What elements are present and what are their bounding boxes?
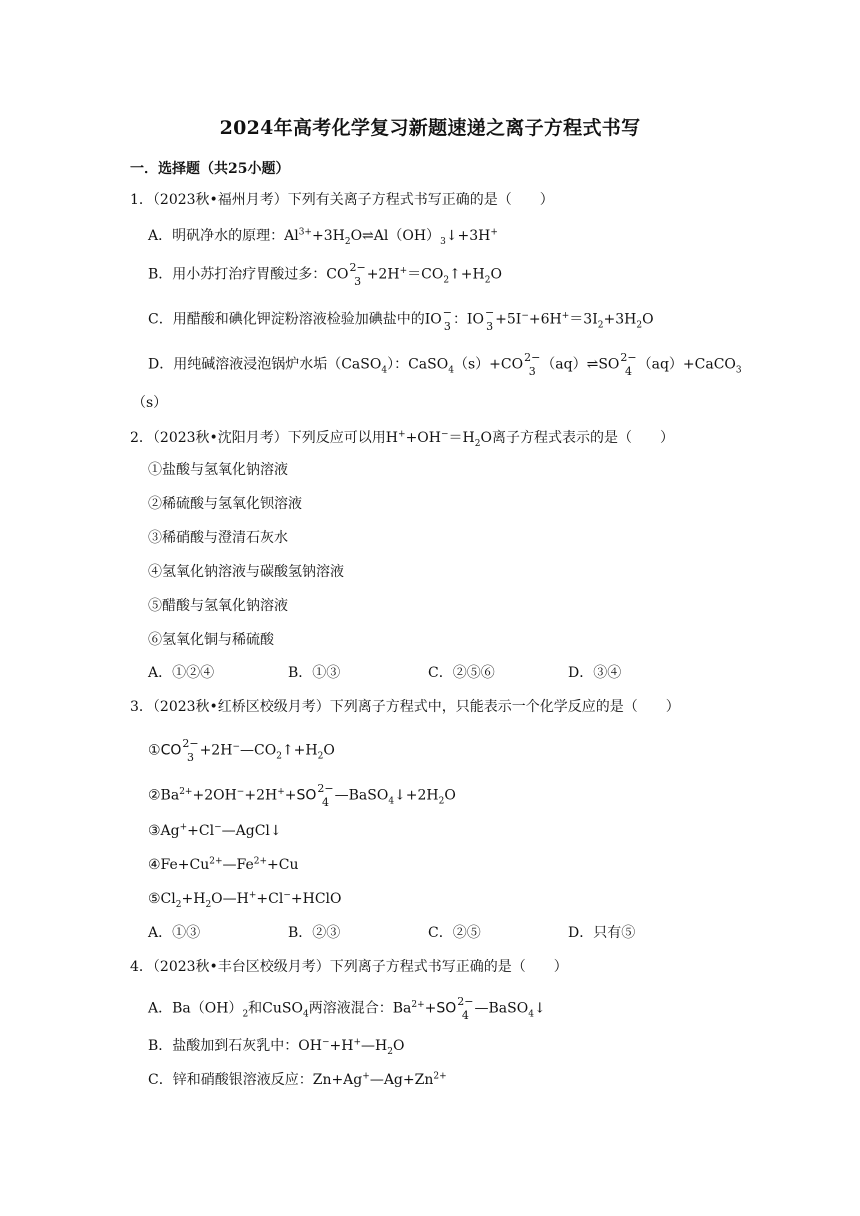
question-4-option-b: B．盐酸加到石灰乳中：$OH^-+H^+—H_2O$ <box>148 1037 405 1057</box>
choice-b: B．①③ <box>288 665 341 681</box>
question-2-item: ①盐酸与氢氧化钠溶液 <box>148 462 288 478</box>
question-3-item-3: ③Ag++Cl−—AgCl↓ <box>148 822 282 839</box>
section-heading: 一．选择题（共25小题） <box>130 161 290 177</box>
question-3-item-2: $②Ba^{2+}+2OH^-+2H^++SO$ 2− 4 $—BaSO_4↓+2H_2O$ <box>148 782 456 809</box>
choice-a: A．①③ <box>148 925 201 941</box>
question-2-item: ⑥氢氧化铜与稀硫酸 <box>148 632 274 648</box>
question-2-item: ③稀硝酸与澄清石灰水 <box>148 530 288 546</box>
question-1-option-c: C．用醋酸和碘化钾淀粉溶液检验加碘盐中的IO − 3 ：IO − 3 $+5I^-+6H^+=3I_2+3H_2O$ <box>148 306 654 333</box>
question-1-option-b: B．用小苏打治疗胃酸过多：CO 2− 3 $+2H^+=CO_2↑+H_2O$ <box>148 261 502 288</box>
question-1-stem: 1．（2023秋•福州月考）下列有关离子方程式书写正确的是（ ） <box>130 192 554 208</box>
question-3-choices <box>148 926 708 940</box>
choice-c: C．②⑤⑥ <box>428 665 495 681</box>
ion-charge-fraction: − 3 <box>442 306 452 333</box>
ion-charge-fraction: 2− 4 <box>317 782 334 809</box>
choice-a: A．①②④ <box>148 665 215 681</box>
question-1-option-d-continued: （s） <box>132 395 168 411</box>
question-2-item: ②稀硫酸与氢氧化钡溶液 <box>148 496 302 512</box>
question-3-item-1: ①CO 2− 3 $+2H^-—CO_2↑+H_2O$ <box>148 737 335 764</box>
ion-charge-fraction: 2− 3 <box>182 737 199 764</box>
ion-charge-fraction: 2− 4 <box>457 995 474 1022</box>
question-2-item: ⑤醋酸与氢氧化钠溶液 <box>148 598 288 614</box>
question-3-item-5: $⑤Cl_2+H_2O—H^++Cl^-+HClO$ <box>148 890 342 910</box>
page-title: 2024年高考化学复习新题速递之离子方程式书写 <box>219 117 641 139</box>
question-2-choices <box>148 666 708 680</box>
choice-c: C．②⑤ <box>428 925 481 941</box>
question-4-option-a: A．$Ba(OH)_2$和CuSO$_4$两溶液混合：$Ba^{2+}+SO$ 2− 4 —BaSO$_4$↓ <box>148 995 546 1022</box>
question-2-item: ④氢氧化钠溶液与碳酸氢钠溶液 <box>148 564 344 580</box>
question-2-stem: 2．（2023秋•沈阳月考）下列反应可以用$H^++OH^-=H_2O$离子方程式表示的是（ ） <box>130 429 674 449</box>
question-1-option-a: A．明矾净水的原理：$Al^{3+}+3H_2O\rightleftharpoons Al(OH)_3↓+3H^+$ <box>148 227 498 247</box>
choice-b: B．②③ <box>288 925 341 941</box>
ion-charge-fraction: − 3 <box>484 306 495 333</box>
ion-charge-fraction: 2− 3 <box>524 351 541 378</box>
question-1-option-d: D．用纯碱溶液浸泡锅炉水垢（CaSO$_4$）：CaSO$_4$（s）+CO 2− 3 （aq）⇌SO 2− 4 （aq）+CaCO$_3$ <box>148 351 742 378</box>
choice-d: D．只有⑤ <box>568 925 636 941</box>
question-4-stem: 4．（2023秋•丰台区校级月考）下列离子方程式书写正确的是（ ） <box>130 959 568 975</box>
question-3-stem: 3．（2023秋•红桥区校级月考）下列离子方程式中，只能表示一个化学反应的是（ ） <box>130 699 680 715</box>
question-3-item-4: $④Fe+Cu^{2+}—Fe^{2+}+Cu$ <box>148 856 299 873</box>
choice-d: D．③④ <box>568 665 622 681</box>
ion-charge-fraction: 2− 4 <box>620 351 637 378</box>
ion-charge-fraction: 2− 3 <box>349 261 366 288</box>
question-4-option-c: C．锌和硝酸银溶液反应：$Zn+Ag^+—Ag+Zn^{2+}$ <box>148 1071 447 1088</box>
